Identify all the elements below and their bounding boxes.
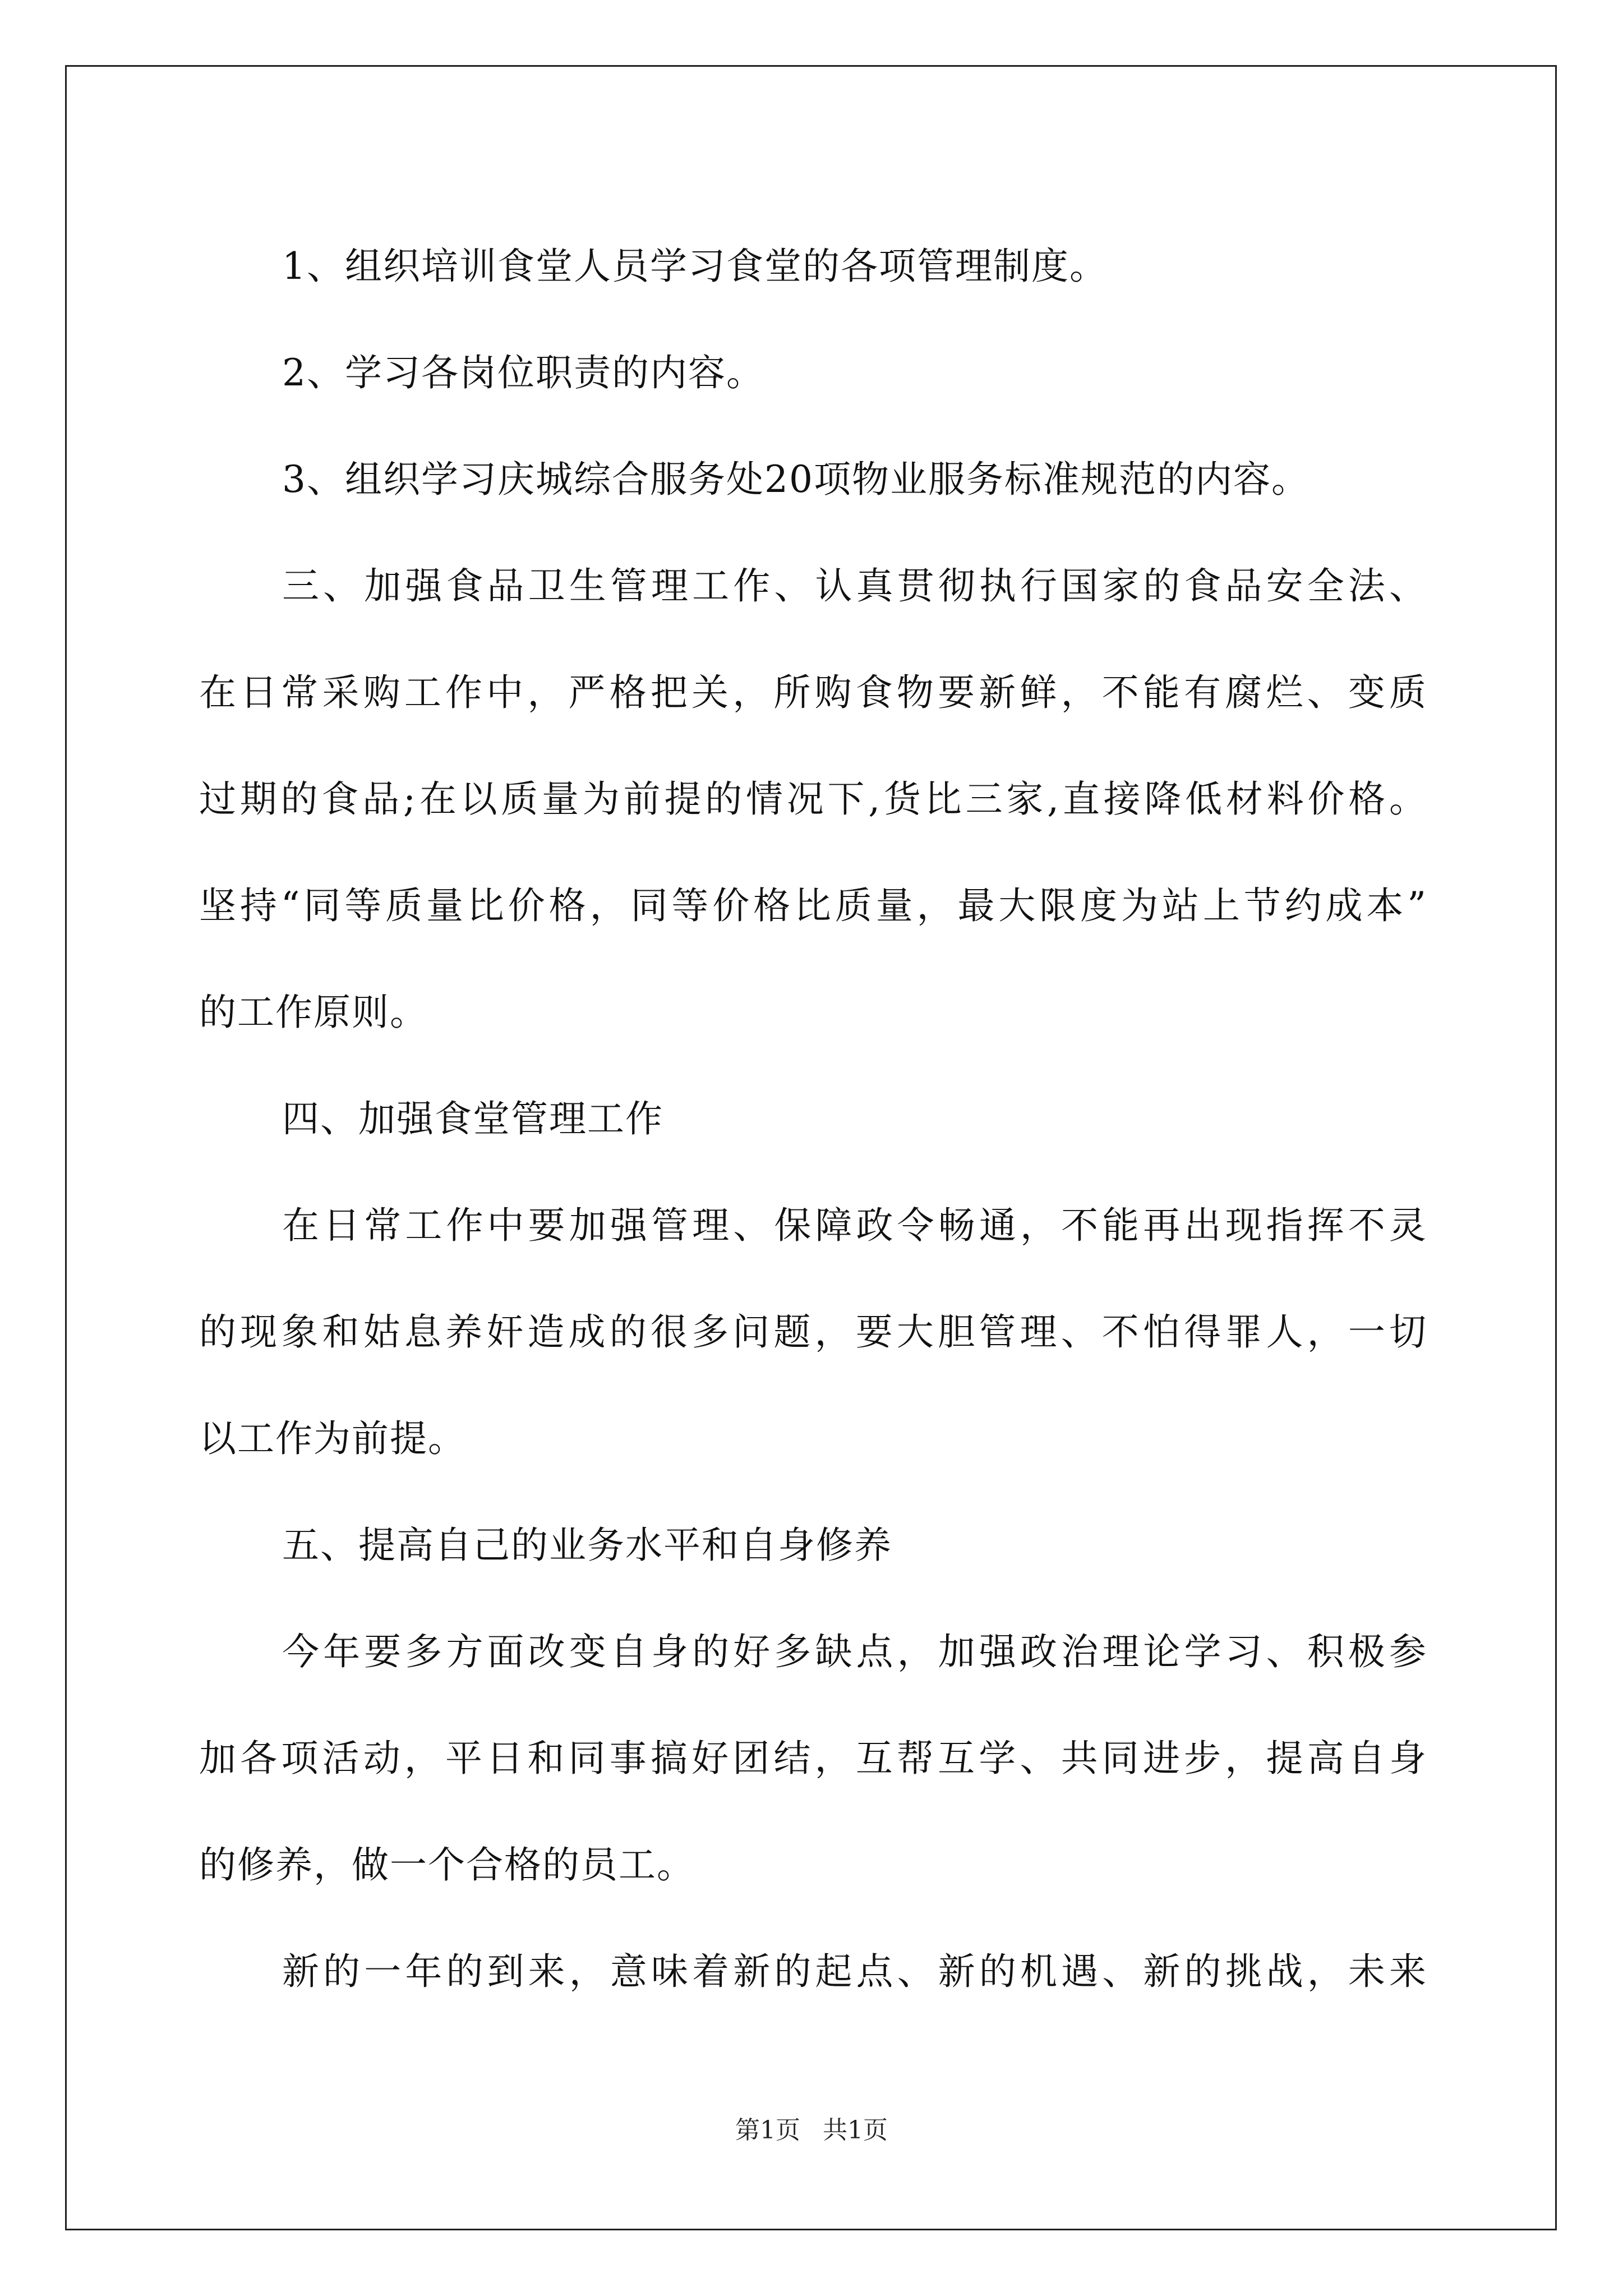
paragraph-line: 在日常工作中要加强管理、保障政令畅通，不能再出现指挥不灵	[282, 1204, 1427, 1247]
section-4-heading: 四、加强食堂管理工作	[282, 1097, 663, 1140]
paragraph-line: 在日常采购工作中，严格把关，所购食物要新鲜，不能有腐烂、变质	[199, 671, 1427, 714]
paragraph-line: 加各项活动，平日和同事搞好团结，互帮互学、共同进步，提高自身	[199, 1737, 1427, 1780]
list-item-1: 1、组织培训食堂人员学习食堂的各项管理制度。	[282, 245, 1108, 288]
paragraph-line: 的现象和姑息养奸造成的很多问题，要大胆管理、不怕得罪人，一切	[199, 1310, 1427, 1354]
paragraph-line: 过期的食品;在以质量为前提的情况下,货比三家,直接降低材料价格。	[199, 777, 1427, 821]
paragraph-line: 的修养，做一个合格的员工。	[199, 1843, 695, 1887]
total-pages: 共1页	[823, 2116, 888, 2145]
paragraph-line: 今年要多方面改变自身的好多缺点，加强政治理论学习、积极参	[282, 1630, 1427, 1673]
list-item-3: 3、组织学习庆城综合服务处20项物业服务标准规范的内容。	[282, 458, 1310, 501]
paragraph-line: 新的一年的到来，意味着新的起点、新的机遇、新的挑战，未来	[282, 1950, 1427, 1993]
paragraph-line: 的工作原则。	[199, 991, 428, 1034]
section-3-heading-line: 三、加强食品卫生管理工作、认真贯彻执行国家的食品安全法、	[282, 564, 1427, 608]
section-5-heading: 五、提高自己的业务水平和自身修养	[282, 1524, 892, 1567]
page-number: 第1页	[735, 2116, 800, 2145]
list-item-2: 2、学习各岗位职责的内容。	[282, 351, 764, 394]
paragraph-line: 以工作为前提。	[199, 1417, 466, 1460]
document-body	[199, 213, 1427, 2025]
page-footer	[0, 2114, 1623, 2147]
paragraph-line: 坚持“同等质量比价格，同等价格比质量，最大限度为站上节约成本”	[199, 884, 1427, 927]
